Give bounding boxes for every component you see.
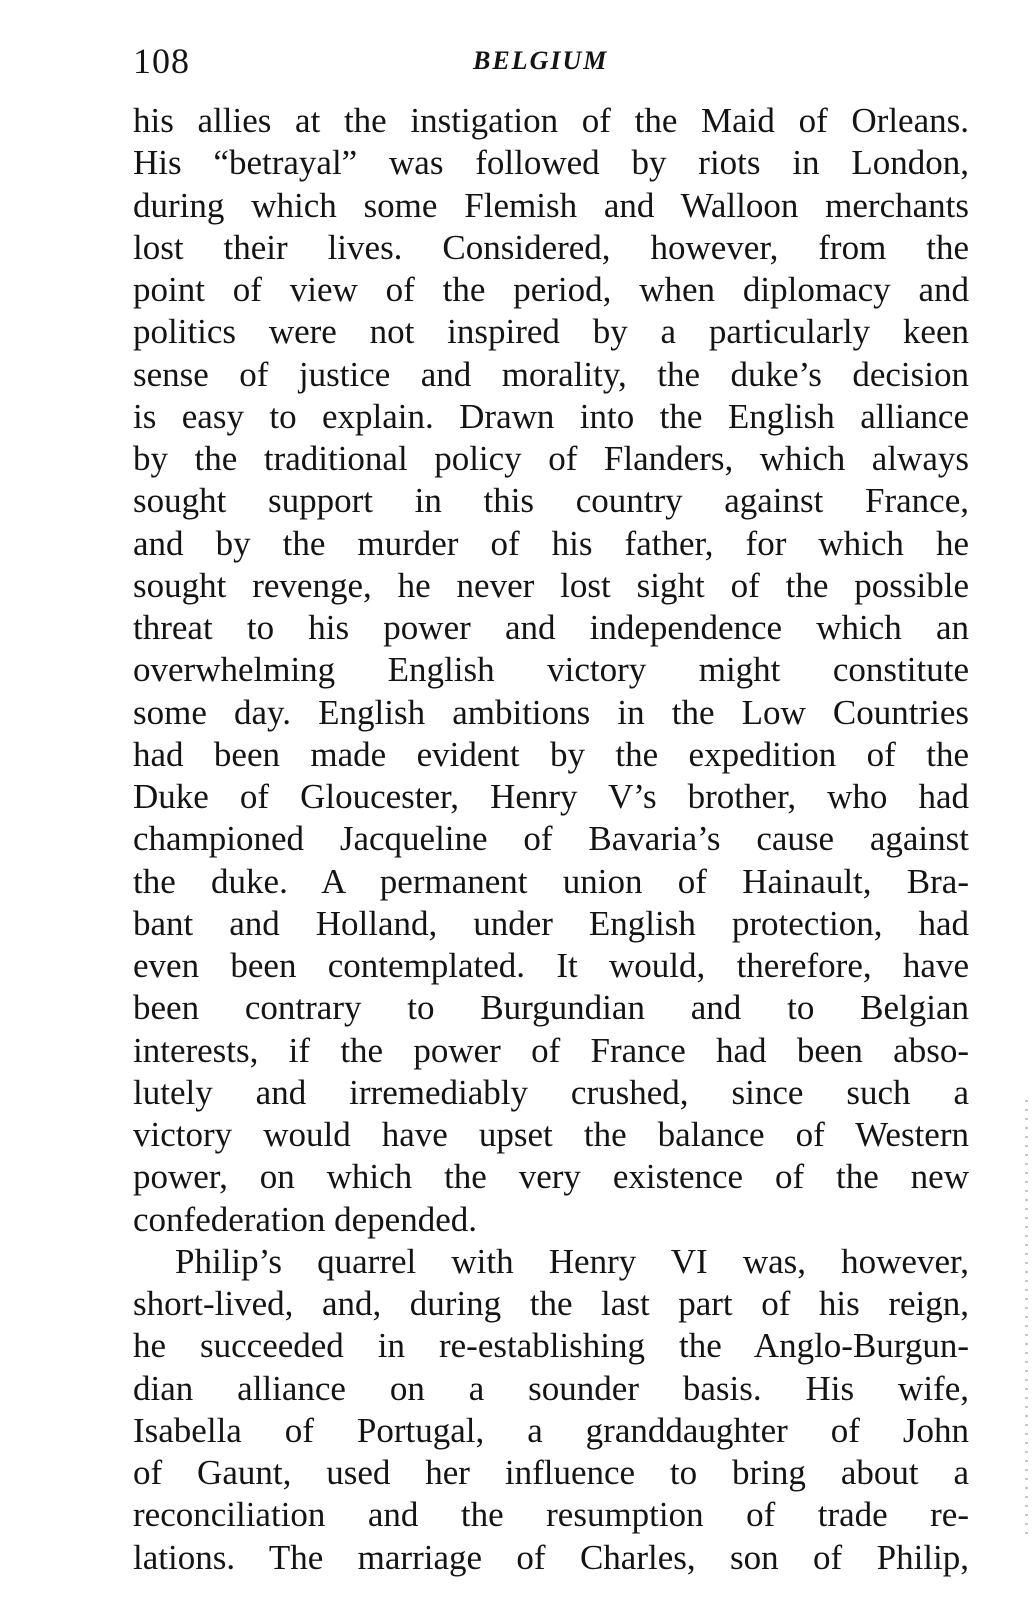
text-line: sought revenge, he never lost sight of the possible: [133, 565, 969, 605]
text-line: threat to his power and independence which an: [133, 608, 969, 647]
text-line: lost their lives. Considered, however, from the: [133, 227, 969, 267]
scan-edge-artifact: [1025, 1100, 1028, 1540]
text-line: dian alliance on a sounder basis. His wife,: [133, 1368, 969, 1408]
text-line: his allies at the instigation of the Maid of Orleans.: [133, 101, 969, 140]
text-line: confederation depended.: [133, 1199, 478, 1239]
text-line: during which some Flemish and Walloon merchants: [133, 185, 969, 225]
text-line: and by the murder of his father, for which he: [133, 523, 969, 563]
text-line: lations. The marriage of Charles, son of Philip,: [133, 1537, 969, 1577]
body-text: [133, 100, 969, 1579]
text-line: some day. English ambitions in the Low Countries: [133, 692, 969, 732]
text-line: he succeeded in re-establishing the Anglo-Burgun-: [133, 1326, 969, 1366]
text-line: by the traditional policy of Flanders, which always: [133, 439, 969, 478]
text-line: had been made evident by the expedition of the: [133, 734, 969, 774]
text-line: lutely and irremediably crushed, since such a: [133, 1072, 969, 1112]
paragraph: [133, 1241, 969, 1579]
text-line: sought support in this country against France,: [133, 481, 969, 521]
text-line: is easy to explain. Drawn into the English alliance: [133, 396, 969, 436]
text-line: bant and Holland, under English protection, had: [133, 903, 969, 943]
text-line: even been contemplated. It would, therefore, have: [133, 946, 969, 985]
text-line: Isabella of Portugal, a granddaughter of John: [133, 1410, 969, 1450]
text-line: His “betrayal” was followed by riots in London,: [133, 143, 969, 183]
text-line: reconciliation and the resumption of trade re-: [133, 1495, 969, 1535]
running-head: BELGIUM: [473, 46, 609, 75]
text-line: Philip’s quarrel with Henry VI was, however,: [175, 1241, 969, 1281]
text-line: sense of justice and morality, the duke’s decision: [133, 354, 969, 394]
text-line: Duke of Gloucester, Henry V’s brother, who had: [133, 777, 969, 816]
text-line: politics were not inspired by a particularly keen: [133, 312, 969, 352]
text-line: championed Jacqueline of Bavaria’s cause against: [133, 819, 969, 859]
paragraph: [133, 100, 969, 1241]
text-line: of Gaunt, used her influence to bring about a: [133, 1453, 969, 1492]
text-line: overwhelming English victory might constitute: [133, 650, 969, 690]
page-header: [133, 40, 969, 80]
text-line: interests, if the power of France had been abso-: [133, 1030, 969, 1070]
text-line: point of view of the period, when diplomacy and: [133, 270, 969, 309]
text-line: the duke. A permanent union of Hainault, Bra-: [133, 861, 969, 901]
text-line: victory would have upset the balance of Western: [133, 1115, 969, 1154]
page-number: 108: [133, 41, 190, 81]
text-line: power, on which the very existence of the new: [133, 1157, 969, 1197]
text-line: short-lived, and, during the last part of his reign,: [133, 1284, 969, 1323]
text-line: been contrary to Burgundian and to Belgian: [133, 988, 969, 1028]
